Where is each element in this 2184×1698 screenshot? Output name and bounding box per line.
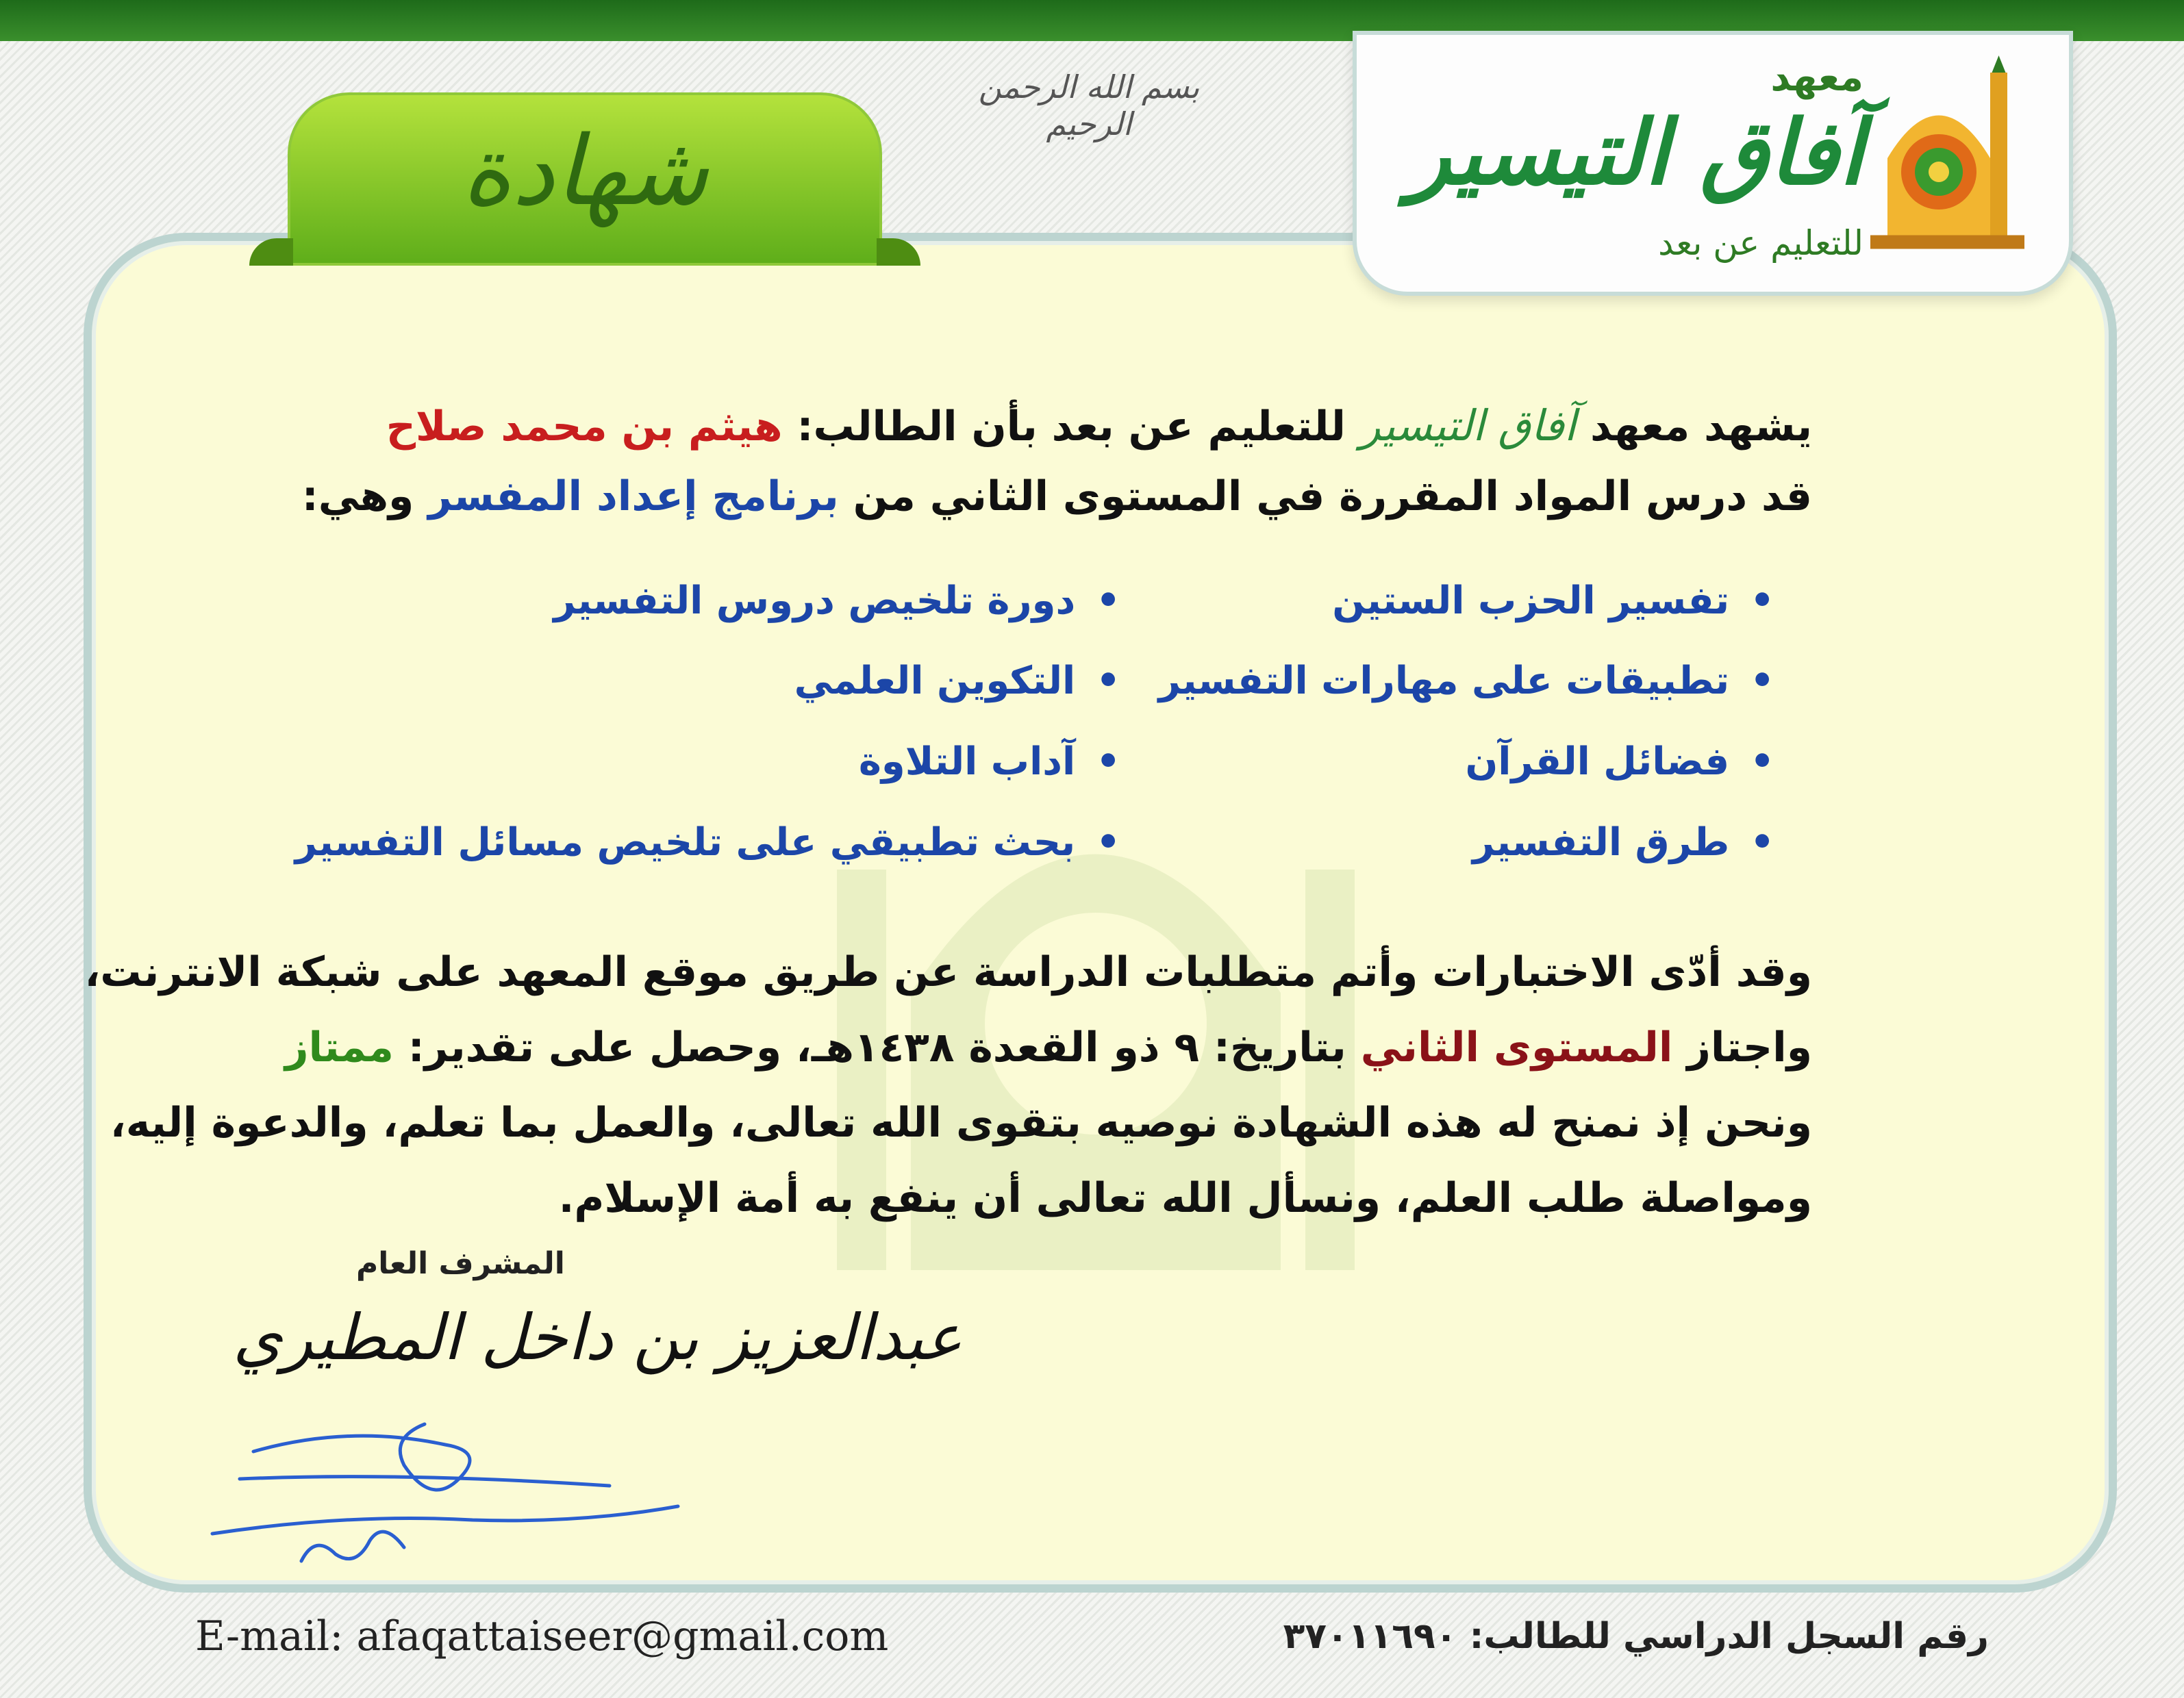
intro-institute-name: آفاق التيسير	[1359, 401, 1577, 451]
course-item: •بحث تطبيقي على تلخيص مسائل التفسير	[294, 820, 1120, 865]
grade: ممتاز	[284, 1024, 394, 1072]
paragraph-advice: ونحن إذ نمنح له هذه الشهادة نوصيه بتقوى الله تعالى، والعمل بما تعلم، والدعوة إليه،	[110, 1099, 1812, 1147]
supervisor-name: عبدالعزيز بن داخل المطيري	[233, 1301, 963, 1374]
paragraph-exams: وقد أدّى الاختبارات وأتم متطلبات الدراسة عن طريق موقع المعهد على شبكة الانترنت،	[84, 948, 1812, 996]
footer-registration-number: رقم السجل الدراسي للطالب: ٣٧٠١١٦٩٠	[1283, 1616, 1989, 1657]
paragraph-closing: ومواصلة طلب العلم، ونسأل الله تعالى أن ينفع به أمة الإسلام.	[558, 1174, 1812, 1222]
intro-line	[386, 401, 1812, 451]
para2-before: واجتاز	[1687, 1024, 1812, 1072]
logo-subtitle: للتعليم عن بعد	[1658, 223, 1863, 263]
basmala-calligraphy: بسم الله الرحمن الرحيم	[978, 68, 1200, 142]
mosque-emblem-icon	[1870, 55, 2042, 261]
course-item: •طرق التفسير	[1472, 820, 1774, 865]
footer-email: E-mail: afaqattaiseer@gmail.com	[195, 1612, 889, 1660]
signature-icon	[199, 1397, 692, 1575]
logo-name: آفاق التيسير	[1407, 100, 1863, 205]
program-line	[302, 472, 1812, 520]
certificate-title: شهادة	[461, 116, 709, 227]
course-item: •التكوين العلمي	[794, 659, 1120, 703]
course-item: •فضائل القرآن	[1465, 739, 1774, 784]
course-item: •تطبيقات على مهارات التفسير	[1158, 659, 1774, 703]
logo-institute-word: معهد	[1770, 55, 1863, 100]
line2-before: قد درس المواد المقررة في المستوى الثاني من	[853, 472, 1812, 520]
paragraph-grade	[285, 1024, 1812, 1072]
para2-middle: بتاريخ: ٩ ذو القعدة ١٤٣٨هـ، وحصل على تقدير:	[407, 1024, 1346, 1072]
line2-after: وهي:	[301, 472, 414, 520]
level-name: المستوى الثاني	[1360, 1024, 1673, 1072]
intro-before: يشهد معهد	[1590, 403, 1812, 451]
course-item: •تفسير الحزب الستين	[1332, 579, 1774, 623]
course-item: •دورة تلخيص دروس التفسير	[553, 579, 1120, 623]
program-name: برنامج إعداد المفسر	[428, 472, 839, 520]
intro-after: للتعليم عن بعد بأن الطالب:	[796, 403, 1346, 451]
course-item: •آداب التلاوة	[858, 739, 1120, 784]
supervisor-title: المشرف العام	[356, 1246, 565, 1281]
student-name: هيثم بن محمد صلاح	[386, 403, 783, 451]
